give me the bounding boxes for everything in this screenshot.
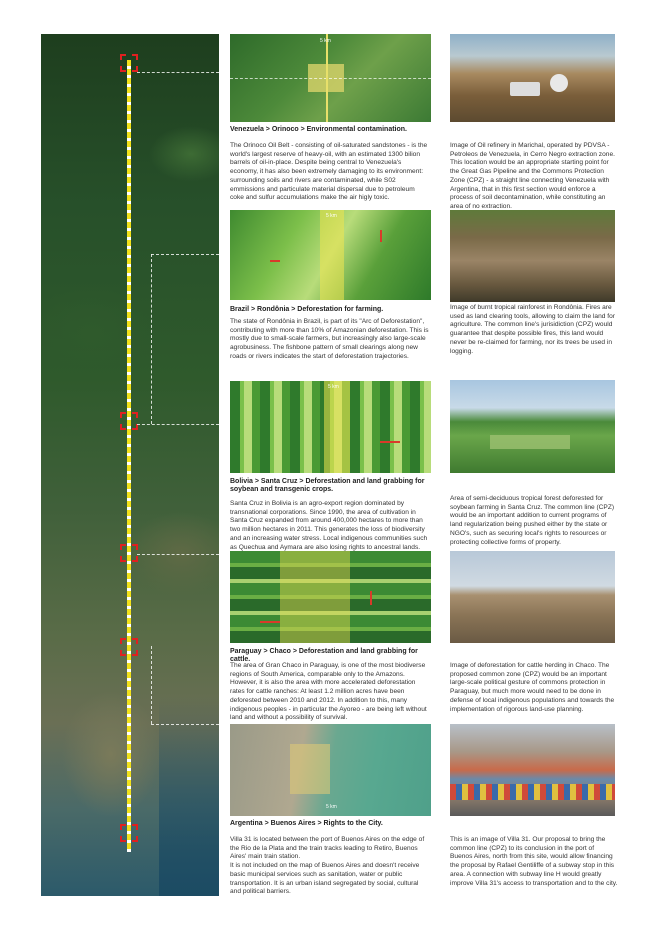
section-text-bolivia: Santa Cruz in Bolivia is an agro-export region dominated by transnational corporations. Since 1990, the area of cultivation in Santa Cruz expanded from around 400,000 hectares to more than two million hectares in 2011. This generates the loss of biodiversity and an increasing water stress. Local indigenous communities such as Quechua and Aymara are also losing rights to ancestral lands. [230,500,428,551]
connector-line [137,554,219,555]
location-marker-paraguay-south [120,638,138,656]
photo-caption-paraguay: Image of deforestation for cattle herding in Chaco. The proposed common zone (CPZ) would be an important large-scale political gesture of commons protection in Paraguay, but much more would need to be done in defense of local indigenous populations and towards the implementation of rigorous land-use planning. [450,662,615,713]
section-title-venezuela: Venezuela > Orinoco > Environmental contamination. [230,126,407,133]
photo-villa-31 [450,724,615,816]
section-title-brazil: Brazil > Rondônia > Deforestation for farming. [230,306,384,313]
connector-line [137,424,219,425]
section-title-bolivia: Bolivia > Santa Cruz > Deforestation and land grabbing for soybean and transgenic crops. [230,478,425,494]
connector-line [137,72,219,73]
map-tile-brazil [230,210,431,300]
connector-line [151,646,152,724]
photo-caption-argentina: This is an image of Villa 31. Our proposal to bring the common line (CPZ) to its conclusion in the port of Buenos Aires, north from this site, would allow financing the proposal by Rafael Gentiliffe of a subway stop in this area. A connection with subway line H would greatly improve Villa 31's access to transportation and to the city. [450,836,618,887]
scale-label: 5 km [326,213,337,219]
location-marker-venezuela [120,54,138,72]
location-marker-bolivia [120,412,138,430]
location-marker-argentina [120,824,138,842]
section-text-argentina: Villa 31 is located between the port of Buenos Aires on the edge of the Rio de la Plata and the train tracks leading to Retiro, Buenos Aires' main train station. It is not included on the map of Buenos Aires and doesn't receive basic municipal services such as sanitation, water or public transportation. It is an urban island segregated by social, cultural and political barriers. [230,836,425,896]
continent-satellite-strip [41,34,219,896]
photo-cattle-deforestation [450,551,615,643]
scale-label: 5 km [328,384,339,390]
map-tile-venezuela [230,34,431,122]
section-title-argentina: Argentina > Buenos Aires > Rights to the City. [230,820,383,827]
photo-burnt-rainforest [450,210,615,302]
photo-oil-refinery [450,34,615,122]
scale-label: 5 km [320,38,331,44]
location-marker-paraguay-north [120,544,138,562]
section-text-paraguay: The area of Gran Chaco in Paraguay, is one of the most biodiverse regions of South America, comparable only to the Amazons. However, it is also the area with more accelerated deforestation rates for cattle ranches: At least 1.2 million acres have been deforested between 2010 and 2012. In addition to this, many indigenous peoples - in particular the Ayoreo - are being left without land and without a possibility of survival. [230,662,427,722]
ocean-area [159,696,219,896]
section-text-venezuela: The Orinoco Oil Belt - consisting of oil-saturated sandstones - is the world's largest reserve of heavy-oil, with an estimated 1300 bilion barrels of oil-in-place. Despite being central to Venezuela's economy, it has also been extremely damaging to its environment: surrounding soils and rivers are contaminated, while S02 emmissions and particulate material dispersal due to petroleum coke and sulfur accumulations make the air higly toxic. [230,142,428,202]
photo-caption-venezuela: Image of Oil refinery in Marichal, operated by PDVSA - Petroleos de Venezuela, in Cerro Negro extraction zone. This location would be an appropriate starting point for the Great Gas Pipeline and the Commons Protection Zone (CPZ) - a straight line connecting Venezuela with Argentina, that in this first section would enforce a process of soil decontamination, while constituting an area of no extraction. [450,142,615,210]
photo-caption-brazil: Image of burnt tropical rainforest in Rondônia. Fires are used as land clearing tools, allowing to claim the land for agriculture. The common line's jurisidiction (CPZ) would guarantee that despite possible fires, this land would never be re-claimed for farming, nor its trees be used in logging. [450,304,615,355]
connector-line [151,724,219,725]
connector-line [151,254,152,424]
connector-line [151,254,219,255]
map-tile-paraguay [230,551,431,643]
photo-caption-bolivia: Area of semi-deciduous tropical forest deforested for soybean farming in Santa Cruz. The common line (CPZ) would be an important addition to current programs of land regularization being pushed either by the state or NGO's, such as securing local's rights to resources or protecting collective forms of property. [450,495,615,546]
photo-deforested-soybean [450,380,615,473]
map-tile-bolivia [230,381,431,473]
scale-label: 5 km [326,804,337,810]
section-title-paraguay: Paraguay > Chaco > Deforestation and land grabbing for cattle. [230,648,418,664]
map-tile-argentina [230,724,431,816]
common-line-track [127,60,131,852]
section-text-brazil: The state of Rondônia in Brazil, is part of its "Arc of Deforestation", contributing with more than 10% of Amazonian deforestation. This is mostly due to small-scale farmers, but increasingly also large-scale agrobusiness. The fishbone pattern of small clearings along new roads or rivers indicates the start of deforestation trajectories. [230,318,429,360]
